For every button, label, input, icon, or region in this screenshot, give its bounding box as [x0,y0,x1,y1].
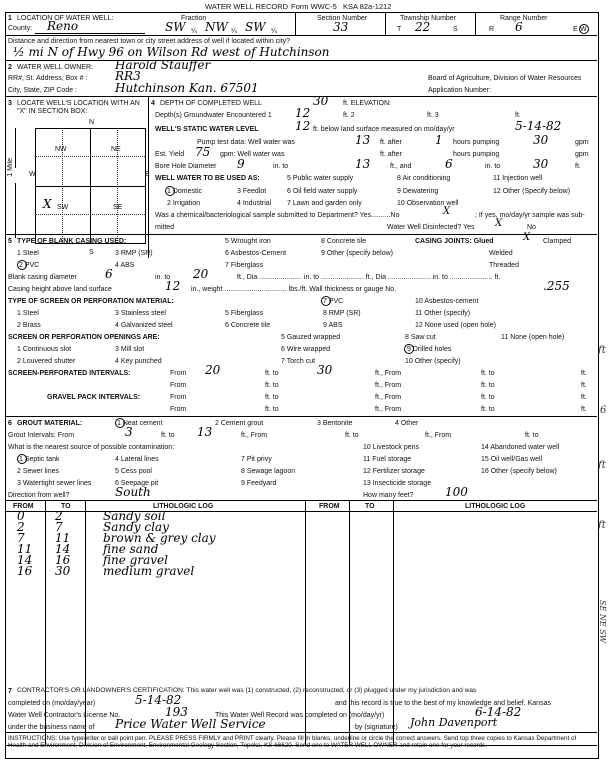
direction-value: South [115,485,151,499]
wall-gauge: .255 [543,279,570,293]
lith-to: 16 [55,553,71,567]
section-2-number: 2 [8,64,12,71]
range-number: 6 [515,20,523,34]
openings-label: SCREEN OR PERFORATION OPENINGS ARE: [8,334,160,341]
perf-intervals-label: SCREEN-PERFORATED INTERVALS: [8,370,131,377]
disinfected-label: Water Well Disinfected? Yes [387,224,475,231]
lith-description: brown & grey clay [103,531,216,545]
casing-diameter: 6 [105,267,113,281]
groundwater-depth-1: 12 [295,106,311,120]
how-many-feet-value: 100 [445,485,468,499]
owner-label: WATER WELL OWNER: [17,64,93,71]
pump-hours: 1 [435,133,443,147]
margin-mark-4: ft [598,520,606,531]
well-location-mark: X [43,197,52,211]
completed-label: completed on (mo/day/year) [8,700,96,707]
section-4-number: 4 [151,100,155,107]
lith-from: 2 [17,520,25,534]
county-label: County: [8,25,33,32]
board-label: Board of Agriculture, Division of Water Resources [428,75,582,82]
casing-type-label: TYPE OF BLANK CASING USED: [17,238,127,245]
lith-description: Sandy clay [103,520,169,534]
yield-label: Est. Yield [155,151,185,158]
grout-from: 3 [125,425,133,439]
static-level-label: WELL'S STATIC WATER LEVEL [155,126,259,133]
static-level-date: 5-14-82 [515,119,562,133]
section-6-number: 6 [8,420,12,427]
gravel-intervals-label: GRAVEL PACK INTERVALS: [47,394,141,401]
form-number: Form WWC-5 [291,2,337,11]
section-7-number: 7 [8,688,12,695]
lith-from: 16 [17,564,33,578]
pump-test-label: Pump test data: Well water was [197,139,295,146]
rr-value: RR3 [115,69,141,83]
perf-from: 20 [205,363,221,377]
casing-depth: 20 [193,267,209,281]
section-3-number: 3 [8,100,12,107]
lith-to: 14 [55,542,71,556]
section-1-number: 1 [8,15,12,22]
township-number: 22 [415,20,431,34]
bore-depth-1: 13 [355,157,371,171]
section-grid: NW NE SW SE X [35,128,145,243]
owner-value: Harold Stauffer [115,58,211,72]
yield-value: 75 [195,145,211,159]
license-number: 193 [165,705,188,719]
quarter-2: NW [205,20,228,34]
margin-mark-1: ft [598,345,606,356]
lith-from: 14 [17,553,33,567]
certification-label: CONTRACTOR'S OR LANDOWNER'S CERTIFICATION: This water well was (1) constructed, (2) reconstructed, or (3) plugged under my jurisdiction and was [17,687,477,694]
city-value: Hutchinson Kan. 67501 [115,81,259,95]
lith-to: 30 [55,564,71,578]
fraction-label: Fraction [181,15,207,22]
bact-sample-label: Was a chemical/bacteriological sample submitted to Department? Yes..........No [155,212,400,219]
lith-from: 0 [17,509,25,523]
section-number-label: Section Number [317,15,368,22]
bore-diameter-2: 6 [445,157,453,171]
record-completed-date: 6-14-82 [475,705,522,719]
lith-description: fine gravel [103,553,168,567]
application-label: Application Number: [428,87,492,94]
casing-joints-label: CASING JOINTS: Glued [415,238,494,245]
margin-mark-2: 6 [600,405,607,416]
completed-date: 5-14-82 [135,693,182,707]
how-many-feet-label: How many feet? [363,492,414,499]
lith-description: fine sand [103,542,159,556]
lith-from: 7 [17,531,25,545]
margin-mark-3: ft [598,460,606,471]
pump-water-level: 13 [355,133,371,147]
bore-diameter-1: 9 [237,157,245,171]
distance-value: ½ mi N of Hwy 96 on Wilson Rd west of Hutchinson [13,45,330,59]
lith-to: 11 [55,531,71,545]
casing-height-label: Casing height above land surface [8,286,112,293]
section-number: 33 [333,20,349,34]
city-label: City, State, ZIP Code : [8,87,77,94]
form-title: WATER WELL RECORD [205,2,289,11]
bact-sample-mark: X [443,206,451,217]
use-label: WELL WATER TO BE USED AS: [155,175,260,182]
quarter-3: SW [245,20,266,34]
ksa-reference: KSA 82a-1212 [343,2,392,11]
depth-label: DEPTH OF COMPLETED WELL [160,100,262,107]
signature: John Davenport [410,716,498,729]
section-5-number: 5 [8,238,12,245]
location-title: LOCATION OF WATER WELL: [17,15,114,22]
lith-description: Sandy soil [103,509,166,523]
grout-to: 13 [197,425,213,439]
pump-gpm: 30 [533,133,549,147]
quarter-1: SW [165,20,186,34]
rr-label: RR#, St. Address, Box # : [8,75,88,82]
contamination-label: What is the nearest source of possible contamination: [8,444,175,451]
bore-label: Bore Hole Diameter [155,163,217,170]
lith-from: 11 [17,542,33,556]
distance-label: Distance and direction from nearest town or city street address of well if located within city? [8,38,291,45]
license-label: Water Well Contractor's License No. [8,712,121,719]
depth-value: 30 [313,94,329,108]
lith-to: 2 [55,509,63,523]
static-level-value: 12 [295,119,311,133]
lithologic-log-table: FROM TO LITHOLOGIC LOG FROM TO LITHOLOGIC LOG 0 2 Sandy soil 2 7 Sandy clay 7 11 brown & grey clay 11 14 fine sand 14 16 fine gravel 16 30 medium gravel [5,500,597,745]
lith-description: medium gravel [103,564,195,578]
business-name: Price Water Well Service [115,717,266,731]
range-label: Range Number [500,15,548,22]
water-well-record-form: WATER WELL RECORD Form WWC-5 KSA 82a-1212 1 LOCATION OF WATER WELL: County: Reno Fraction SW ¼ NW ¼ SW ¼ Section Number 33 Township Number T 22 S Range Number R 6 E W Distance and direction from nearest town or city street address of well if located within city? ½ mi N of Hwy 96 on Wilson Rd west of Hutchinson 2 WATER WELL OWNER: Harold Stauffer RR#, St. Address, Box # : RR3 City, State, ZIP Code : Hutchinson Kan. 67501 Board of Agriculture, Division of Water Resources Application Number: 3 LOCATE WELL'S LOCATION WITH AN "X" IN SECTION BOX: N S W E 1 Mile NW NE SW SE X 4 DEPTH OF COMPLETED WELL 30 ft. ELEVATION: Depth(s) Groundwater Encountered 1 12 ft. 2 ft. 3 ft. WELL'S STATIC WATER LEVEL 12 ft. below land surface measured on mo/day/yr 5-14-82 Pump test data: Well water was 13 ft. after 1 hours pumping 30 gpm Est. Yield 75 gpm: Well water was ft. after hours pumping gpm Bore Hole Diameter 9 in. to 13 ft., and 6 in. to 30 ft. WELL WATER TO BE USED AS: 1 Domestic 3 Feedlot 5 Public water supply 8 Air conditioning 11 Injection well 2 Irrigation 4 Industrial 6 Oil field water supply 9 Dewatering 12 Other (Specify below) 7 Lawn and garden only 10 Observation well Was a chemical/bacteriological sample submitted to Department? Yes..........No X ; If yes, mo/day/yr sample was sub- mitted Water Well Disinfected? Yes X No 5 TYPE OF BLANK CASING USED: 1 Steel 3 RMP (SR) 5 Wrought iron 8 Concrete tile 2 PVC 4 ABS 6 Asbestos-Cement 9 Other (specify below) 7 Fiberglass CASING JOINTS: Glued X Clamped Welded Threaded Blank casing diameter 6 in. to 20 ft., Dia ...................... in. to ...................... ft., Dia ...................... in. to ...................... ft. Casing height above land surface 12 in., weight ................................ lbs./ft. Wall thickness or gauge No. .255 TYPE OF SCREEN OR PERFORATION MATERIAL: 1 Steel 3 Stainless steel 5 Fiberglass 7 PVC 10 Asbestos-cement 2 Brass 4 Galvanized steel 6 Concrete tile 8 RMP (SR) 11 Other (specify) 9 ABS 12 None used (open hole) SCREEN OR PERFORATION OPENINGS ARE: 1 Continuous slot 3 Mill slot 5 Gauzed wrapped 8 Saw cut 11 None (open hole) 2 Louvered shutter 4 Key punched 6 Wire wrapped 9 Drilled holes 7 Torch cut 10 Other (specify) SCREEN-PERFORATED INTERVALS: From 20 ft. to 30 ft., From ft. to ft. From ft. to ft., From ft. to ft. GRAVEL PACK INTERVALS: From ft. to ft., From ft. to ft. From ft. to ft., From ft. to ft. 6 GROUT MATERIAL: 1 Neat cement 2 Cement grout 3 Bentonite 4 Other Grout Intervals: From 3 ft. to 13 ft., From ft. to ft., From ft. to What is the nearest source of possible contamination: 1 Septic tank 4 Lateral lines 7 Pit privy 10 Livestock pens 14 Abandoned water well 2 Sewer lines 5 Cess pool 8 Sewage lagoon 11 Fuel storage 15 Oil well/Gas well 3 Watertight sewer lines 6 Seepage pit 9 Feedyard 12 Fertilizer storage 16 Other (specify below) 13 Insecticide storage Direction from well? South How many feet? 100 FROM TO LITHOLOGIC LOG FROM TO LITHOLOGIC LOG 0 2 Sandy soil 2 7 Sandy clay 7 11 brown & grey clay 11 14 fine sand 14 16 fine gravel 16 30 medium gravel [5,3,599,758]
lith-to: 7 [55,520,63,534]
section-box-title: LOCATE WELL'S LOCATION WITH AN "X" IN SECTION BOX: [17,100,140,116]
grout-intervals-label: Grout Intervals: From [8,432,75,439]
direction-label: Direction from well? [8,492,70,499]
screen-type-label: TYPE OF SCREEN OR PERFORATION MATERIAL: [8,298,174,305]
casing-joints-mark: X [523,232,531,243]
grout-label: GROUT MATERIAL: [17,420,83,427]
casing-height: 12 [165,279,181,293]
groundwater-label: Depth(s) Groundwater Encountered 1 [155,112,272,119]
county-value: Reno [47,19,79,33]
casing-diameter-label: Blank casing diameter [8,274,77,281]
township-label: Township Number [400,15,457,22]
instructions: INSTRUCTIONS: Use typewriter or ball point pen. PLEASE PRESS FIRMLY and PRINT clearly. Please fill in blanks, underline or circle the correct answers. Send top three copies to Kansas Department of Health and Environment, Division of Environment, Environmental Geology Section, Topeka, KS 66620. Send one to WATER WELL OWNER and retain one for your records. [8,735,577,750]
perf-to: 30 [317,363,333,377]
margin-mark-5: SE NE SW [598,600,607,643]
bore-depth-2: 30 [533,157,549,171]
disinfected-mark: X [495,218,503,229]
business-label: under the business name of [8,724,95,731]
